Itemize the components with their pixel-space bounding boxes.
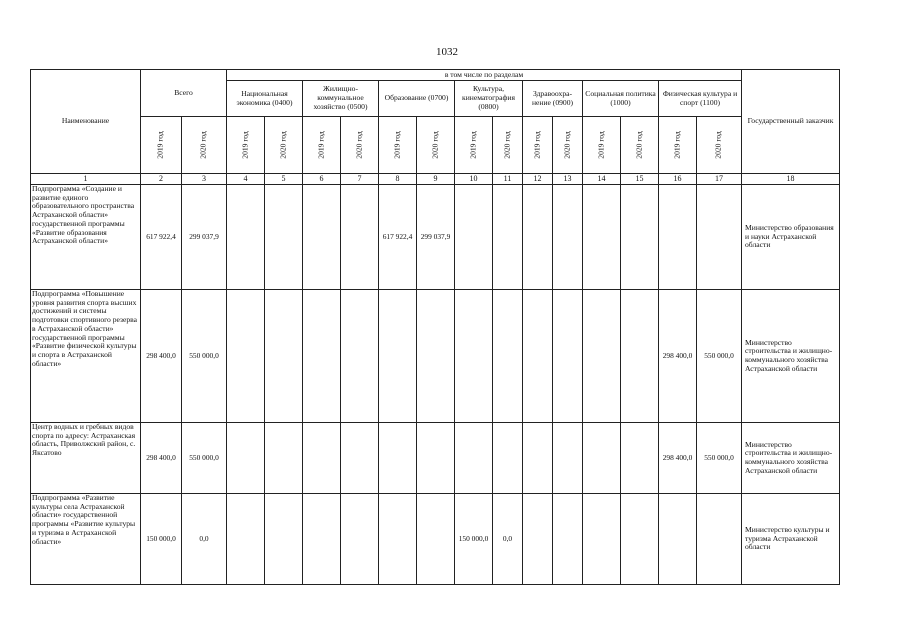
value-cell: 0,0: [182, 494, 227, 585]
year-label: 2020 год: [278, 131, 288, 159]
value-cell: 298 400,0: [659, 423, 697, 494]
header-name: Наименование: [31, 70, 141, 174]
value-cell: [621, 494, 659, 585]
table-row: [31, 185, 840, 290]
value-cell: [417, 290, 455, 423]
column-number: 18: [742, 174, 840, 185]
value-cell: [583, 290, 621, 423]
year-header: [303, 117, 341, 174]
year-label: 2019 год: [468, 131, 478, 159]
table-row: [31, 290, 840, 423]
value-cell: [341, 494, 379, 585]
value-cell: [341, 423, 379, 494]
column-number: 6: [303, 174, 341, 185]
year-label: 2020 год: [634, 131, 644, 159]
column-number: 5: [265, 174, 303, 185]
value-cell: [621, 290, 659, 423]
year-header: [697, 117, 742, 174]
value-cell: [303, 185, 341, 290]
value-cell: 550 000,0: [697, 290, 742, 423]
header-customer: Государственный заказчик: [742, 70, 840, 174]
value-cell: [265, 423, 303, 494]
year-header: [227, 117, 265, 174]
year-label: 2020 год: [198, 131, 208, 159]
value-cell: [697, 185, 742, 290]
value-cell: 617 922,4: [379, 185, 417, 290]
value-cell: [621, 185, 659, 290]
row-customer: Министерство строительства и жилищно-коммунального хозяйства Астраханской области: [742, 290, 840, 423]
value-cell: 0,0: [493, 494, 523, 585]
year-label: 2019 год: [240, 131, 250, 159]
year-header: [583, 117, 621, 174]
year-label: 2020 год: [713, 131, 723, 159]
year-label: 2020 год: [430, 131, 440, 159]
value-cell: [659, 494, 697, 585]
column-number: 1: [31, 174, 141, 185]
value-cell: [553, 494, 583, 585]
value-cell: [455, 290, 493, 423]
value-cell: [265, 494, 303, 585]
year-label: 2020 год: [502, 131, 512, 159]
column-number: 3: [182, 174, 227, 185]
row-name: Подпрограмма «Развитие культуры села Астраханской области» государственной программы «Развитие культуры и туризма в Астраханской области»: [31, 494, 141, 585]
value-cell: [659, 185, 697, 290]
section-header: Культура, кинематография (0800): [455, 81, 523, 117]
value-cell: 299 037,9: [417, 185, 455, 290]
section-header: Национальная экономика (0400): [227, 81, 303, 117]
value-cell: [341, 290, 379, 423]
column-number: 13: [553, 174, 583, 185]
value-cell: [583, 494, 621, 585]
section-header: Здравоохра-нение (0900): [523, 81, 583, 117]
value-cell: [303, 290, 341, 423]
year-label: 2019 год: [155, 131, 165, 159]
value-cell: [621, 423, 659, 494]
value-cell: [379, 423, 417, 494]
table-row: [31, 423, 840, 494]
year-label: 2020 год: [562, 131, 572, 159]
value-cell: [227, 423, 265, 494]
value-cell: 299 037,9: [182, 185, 227, 290]
value-cell: 150 000,0: [455, 494, 493, 585]
column-number: 10: [455, 174, 493, 185]
value-cell: [523, 185, 553, 290]
value-cell: [523, 290, 553, 423]
year-label: 2019 год: [532, 131, 542, 159]
value-cell: [379, 290, 417, 423]
page-number: 1032: [436, 46, 458, 58]
value-cell: [265, 290, 303, 423]
column-number: 17: [697, 174, 742, 185]
value-cell: [553, 290, 583, 423]
value-cell: [697, 494, 742, 585]
value-cell: [493, 185, 523, 290]
value-cell: 617 922,4: [141, 185, 182, 290]
column-number: 16: [659, 174, 697, 185]
column-number: 2: [141, 174, 182, 185]
row-customer: Министерство культуры и туризма Астраханской области: [742, 494, 840, 585]
year-header: [341, 117, 379, 174]
value-cell: [417, 494, 455, 585]
value-cell: [303, 423, 341, 494]
value-cell: 550 000,0: [182, 423, 227, 494]
column-number: 4: [227, 174, 265, 185]
year-header: [455, 117, 493, 174]
value-cell: [303, 494, 341, 585]
column-number: 15: [621, 174, 659, 185]
header-sections: в том числе по разделам: [227, 70, 742, 81]
year-header: [523, 117, 553, 174]
value-cell: 298 400,0: [141, 290, 182, 423]
value-cell: [553, 423, 583, 494]
column-number: 7: [341, 174, 379, 185]
section-header: Физическая культура и спорт (1100): [659, 81, 742, 117]
year-header: [379, 117, 417, 174]
year-header: [659, 117, 697, 174]
value-cell: [583, 185, 621, 290]
year-label: 2019 год: [392, 131, 402, 159]
year-header: [417, 117, 455, 174]
year-header: [141, 117, 182, 174]
budget-table: [30, 69, 840, 585]
value-cell: [265, 185, 303, 290]
section-header: Жилищно-коммунальное хозяйство (0500): [303, 81, 379, 117]
year-header: [493, 117, 523, 174]
value-cell: [523, 494, 553, 585]
section-header: Социальная политика (1000): [583, 81, 659, 117]
column-number: 11: [493, 174, 523, 185]
value-cell: [417, 423, 455, 494]
value-cell: [455, 185, 493, 290]
value-cell: [227, 185, 265, 290]
value-cell: 550 000,0: [182, 290, 227, 423]
column-number: 14: [583, 174, 621, 185]
value-cell: [227, 494, 265, 585]
value-cell: 550 000,0: [697, 423, 742, 494]
year-label: 2019 год: [316, 131, 326, 159]
year-label: 2019 год: [596, 131, 606, 159]
row-name: Подпрограмма «Создание и развитие единого образовательного пространства Астраханской области» государственной программы «Развитие образования Астраханской области»: [31, 185, 141, 290]
year-header: [553, 117, 583, 174]
row-customer: Министерство образования и науки Астраханской области: [742, 185, 840, 290]
year-label: 2020 год: [354, 131, 364, 159]
row-name: Центр водных и гребных видов спорта по адресу: Астраханская область, Приволжский район, с. Яксатово: [31, 423, 141, 494]
header-total: Всего: [141, 70, 227, 117]
year-label: 2019 год: [672, 131, 682, 159]
value-cell: 298 400,0: [659, 290, 697, 423]
row-customer: Министерство строительства и жилищно-коммунального хозяйства Астраханской области: [742, 423, 840, 494]
value-cell: 150 000,0: [141, 494, 182, 585]
year-header: [621, 117, 659, 174]
column-number: 12: [523, 174, 553, 185]
section-header: Образование (0700): [379, 81, 455, 117]
value-cell: 298 400,0: [141, 423, 182, 494]
value-cell: [455, 423, 493, 494]
year-header: [182, 117, 227, 174]
value-cell: [227, 290, 265, 423]
value-cell: [553, 185, 583, 290]
value-cell: [493, 423, 523, 494]
column-number: 8: [379, 174, 417, 185]
value-cell: [523, 423, 553, 494]
value-cell: [493, 290, 523, 423]
value-cell: [379, 494, 417, 585]
column-number: 9: [417, 174, 455, 185]
table-row: [31, 494, 840, 585]
value-cell: [583, 423, 621, 494]
row-name: Подпрограмма «Повышение уровня развития спорта высших достижений и системы подготовки спортивного резерва в Астраханской области» государственной программы «Развитие физической культуры и спорта в Астраханской области»: [31, 290, 141, 423]
value-cell: [341, 185, 379, 290]
year-header: [265, 117, 303, 174]
